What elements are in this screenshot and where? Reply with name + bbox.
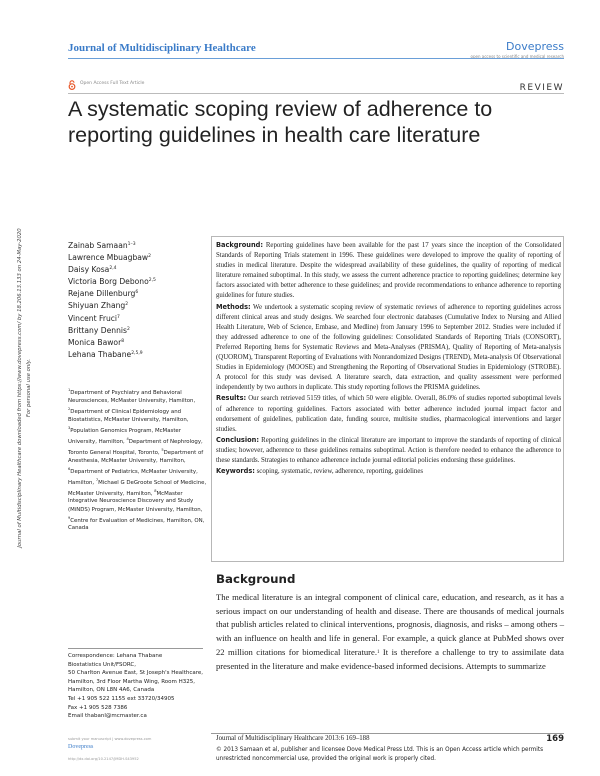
affiliation-marker: 1 xyxy=(68,388,71,392)
abstract xyxy=(216,240,561,477)
author-name-text: Victoria Borg Debono xyxy=(68,277,149,287)
background-text-part2: It is therefore a challenge to try to assimilate data presented in the literature and make evidence-based informed decisions. Attempts to summarize xyxy=(216,646,564,671)
author-affiliation-marker: 2,4 xyxy=(109,266,117,272)
affiliation-marker: 7 xyxy=(95,477,99,482)
correspondence-fax: Fax +1 905 528 7386 xyxy=(68,704,128,711)
abstract-methods-label: Methods: xyxy=(216,302,251,311)
affiliation-text: Department of Psychiatry and Behavioral Neurosciences, McMaster University, Hamilton, xyxy=(68,389,196,404)
abstract-conclusion-label: Conclusion: xyxy=(216,435,259,444)
abstract-keywords xyxy=(216,466,561,477)
page-number: 169 xyxy=(546,734,564,744)
author-affiliation-marker: 1–3 xyxy=(127,242,136,247)
abstract-conclusion-text: Reporting guidelines in the clinical literature are important to improve the standards of reporting of clinical studies; however, adherence to these guidelines remains suboptimal. Action is therefore needed to enhance the adherence to these standards. Strategies to enhance adherence include journal editorial policies endorsing these guidelines. xyxy=(216,436,561,464)
author-name-text: Lehana Thabane xyxy=(68,349,132,359)
affiliation-text: Population Genomics Program, McMaster University, Hamilton, xyxy=(68,427,181,445)
submit-manuscript-link[interactable]: submit your manuscript | www.dovepress.com xyxy=(68,737,152,741)
journal-name: Journal of Multidisciplinary Healthcare xyxy=(68,42,256,54)
doi-link[interactable]: http://dx.doi.org/10.2147/JMDH.S43952 xyxy=(68,757,139,761)
background-paragraph xyxy=(216,591,564,673)
author-affiliation-marker: 7 xyxy=(117,314,120,320)
correspondence-name: Correspondence: Lehana Thabane xyxy=(68,653,163,659)
author-affiliation-marker: 6 xyxy=(135,290,139,296)
author-name-text: Daisy Kosa xyxy=(68,265,110,275)
affiliation-marker: 8 xyxy=(154,488,157,493)
abstract-methods xyxy=(216,302,561,394)
license-text: © 2013 Samaan et al, publisher and licensee Dove Medical Press Ltd. This is an Open Access article which permits unrestricted noncommercial use, provided the original work is properly cited. xyxy=(216,747,544,762)
open-access-icon xyxy=(68,80,76,90)
author-list xyxy=(68,240,208,361)
abstract-keywords-label: Keywords: xyxy=(216,467,255,476)
abstract-methods-text: We undertook a systematic scoping review of systematic reviews of adherence to reporting guidelines across different clinical areas and study designs. We searched four electronic databases (Cumulative Index to Nursing and Allied Health Literature, Web of Science, Embase, and Medline) from January 1996 to September 2012. Studies were included if they addressed adherence to one of the following guidelines: Consolidated Standards of Reporting Trials (CONSORT), Preferred Reporting Items for Systematic Reviews and Meta-Analyses (PRISMA), Quality of Reporting of Meta-analysis (QUOROM), Transparent Reporting of Evaluations with Nonrandomized Designs (TREND), Meta-analysis Of Observational Studies in Epidemiology (MOOSE) and Strengthening the Reporting of Observational Studies in Epidemiology (STROBE). A protocol for this study was devised. A literature search, data extraction, and quality assessment were performed independently by two authors in duplicate. This study reporting follows the PRISMA guidelines. xyxy=(216,303,561,392)
author-name-text: Vincent Fruci xyxy=(68,313,118,323)
affiliation-text: Centre for Evaluation of Medicines, Hamilton, ON, Canada xyxy=(68,517,205,532)
abstract-background-label: Background: xyxy=(216,241,264,249)
affiliation-text: Department of Pediatrics, McMaster University, Hamilton, xyxy=(68,468,198,486)
download-side-note xyxy=(16,128,58,648)
affiliation-list xyxy=(68,386,208,533)
abstract-results xyxy=(216,393,561,434)
author-affiliation-marker: 2 xyxy=(125,302,129,308)
correspondence-address: 50 Charlton Avenue East, St Joseph's Healthcare, Hamilton, 3rd Floor Martha Wing, Room H325, Hamilton, ON L8N 4A6, Canada xyxy=(68,670,203,694)
affiliation-text: McMaster Integrative Neuroscience Discovery and Study (MiNDS) Program, McMaster University, Hamilton, xyxy=(68,490,203,513)
affiliation-marker: 2 xyxy=(68,406,71,411)
correspondence-block xyxy=(68,652,208,721)
article-type: REVIEW xyxy=(519,83,564,93)
side-note-line-personal-use: For personal use only. xyxy=(26,358,32,418)
author-name xyxy=(68,288,208,300)
author-name xyxy=(68,264,208,276)
author-name-text: Brittany Dennis xyxy=(68,325,127,335)
background-text-part1: The medical literature is an integral component of clinical care, education, and research, as it has a serious impact on our understanding of health and disease. There are thousands of medical journals that publish articles related to clinical interventions, prognosis, diagnosis, and risks – among others – with an influence on health and life in general. For example, a quick glance at PubMed shows over 22 million citations for biomedical literature. xyxy=(216,592,564,657)
author-name xyxy=(68,276,208,288)
author-affiliation-marker: 2,5,9 xyxy=(131,350,143,356)
correspondence-tel: Tel +1 905 522 1155 ext 33720/34905 xyxy=(68,695,175,702)
footer-dovepress-logo[interactable]: Dovepress xyxy=(68,744,94,750)
open-access-label: Open Access Full Text Article xyxy=(80,81,145,86)
footer-divider xyxy=(211,733,564,734)
side-note-line-download: Journal of Multidisciplinary Healthcare downloaded from https://www.dovepress.com/ by 18.206.13.133 on 24-May-2020 xyxy=(17,228,23,548)
affiliation-text: Michael G DeGroote School of Medicine, McMaster University, Hamilton, xyxy=(68,479,207,497)
author-name-text: Rejane Dillenburg xyxy=(68,289,136,299)
author-name xyxy=(68,300,208,312)
correspondence-divider xyxy=(68,648,203,649)
background-heading: Background xyxy=(216,572,296,586)
correspondence-email[interactable]: Email thabanl@mcmaster.ca xyxy=(68,713,147,720)
author-name xyxy=(68,313,208,325)
abstract-results-text: Our search retrieved 5159 titles, of which 50 were eligible. Overall, 86.0% of studies reported suboptimal levels of adherence to reporting guidelines. Factors associated with better adherence included journal impact factor and endorsement of guidelines, publication date, funding source, multisite studies, pharmacological interventions and larger studies. xyxy=(216,395,562,433)
affiliation-marker: 5 xyxy=(161,447,164,452)
abstract-conclusion xyxy=(216,435,561,466)
journal-citation: Journal of Multidisciplinary Healthcare 2013:6 169–188 xyxy=(216,735,370,742)
abstract-background xyxy=(216,240,561,302)
affiliation-marker: 3 xyxy=(68,425,71,430)
author-affiliation-marker: 8 xyxy=(121,338,125,344)
author-name xyxy=(68,337,208,349)
affiliation-text: Department of Anesthesia, McMaster University, Hamilton, xyxy=(68,449,204,464)
affiliation-marker: 6 xyxy=(68,466,71,471)
affiliation-text: Department of Clinical Epidemiology and Biostatistics, McMaster University, Hamilton, xyxy=(68,408,189,423)
publisher-logo[interactable]: Dovepress xyxy=(506,40,564,53)
author-affiliation-marker: 2 xyxy=(148,254,152,260)
author-affiliation-marker: 2,5 xyxy=(148,278,156,284)
author-name-text: Lawrence Mbuagbaw xyxy=(68,253,149,263)
citation-link[interactable]: 1 xyxy=(377,649,380,655)
abstract-results-label: Results: xyxy=(216,394,247,403)
author-name xyxy=(68,349,208,361)
author-name xyxy=(68,240,208,252)
author-affiliation-marker: 2 xyxy=(126,326,130,332)
author-name xyxy=(68,325,208,337)
affiliation-marker: 9 xyxy=(68,515,71,520)
correspondence-unit: Biostatistics Unit/FSORC, xyxy=(68,661,137,668)
abstract-keywords-text: scoping, systematic, review, adherence, reporting, guidelines xyxy=(256,468,424,476)
author-name-text: Zainab Samaan xyxy=(68,241,128,250)
author-name xyxy=(68,252,208,264)
title-divider xyxy=(68,93,564,94)
affiliation-marker: 4 xyxy=(126,436,129,441)
author-name-text: Monica Bawor xyxy=(68,337,122,347)
abstract-background-text: Reporting guidelines have been available for the past 17 years since the inception of the Consolidated Standards of Reporting Trials statement in 1996. These guidelines were developed to improve the quality of reporting of studies in medical literature. Despite the widespread availability of these guidelines, the quality of reporting of medical literature remained suboptimal. In this study, we assess the current adherence practice to reporting guidelines; determine key factors associated with better adherence to these guidelines; and provide recommendations to enhance adherence to reporting guidelines for future studies. xyxy=(216,242,561,300)
author-name-text: Shiyuan Zhang xyxy=(68,301,126,311)
publisher-tagline: open access to scientific and medical research xyxy=(470,54,564,59)
header-divider xyxy=(68,58,564,59)
article-title: A systematic scoping review of adherence to reporting guidelines in health care literature xyxy=(68,97,493,147)
affiliation-text: Department of Nephrology, Toronto General Hospital, Toronto, xyxy=(68,438,203,456)
